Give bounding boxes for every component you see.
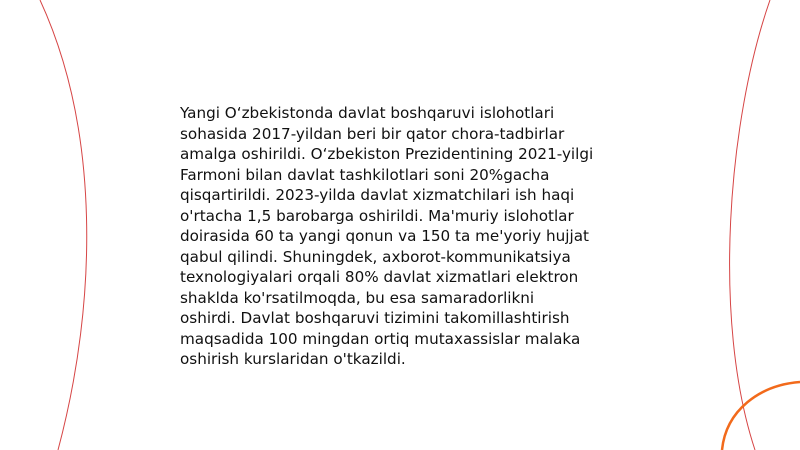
slide-body-text: Yangi O‘zbekistonda davlat boshqaruvi islohotlari sohasida 2017-yildan beri bir qator chora-tadbirlar amalga oshirildi. O‘zbekiston Prezidentining 2021-yilgi Farmoni bilan davlat tashkilotlari soni 20%gacha qisqartirildi. 2023-yilda davlat xizmatchilari ish haqi o'rtacha 1,5 barobarga oshirildi. Ma'muriy islohotlar doirasida 60 ta yangi qonun va 150 ta me'yoriy hujjat qabul qilindi. Shuningdek, axborot-kommunikatsiya texnologiyalari orqali 80% davlat xizmatlari elektron shaklda ko'rsatilmoqda, bu esa samaradorlikni oshirdi. Davlat boshqaruvi tizimini takomillashtirish maqsadida 100 mingdan ortiq mutaxassislar malaka oshirish kurslaridan o'tkazildi. [180,104,594,368]
bottom-right-orange-arc [722,382,800,450]
right-thin-arc [730,0,770,450]
left-thin-arc [40,0,87,450]
